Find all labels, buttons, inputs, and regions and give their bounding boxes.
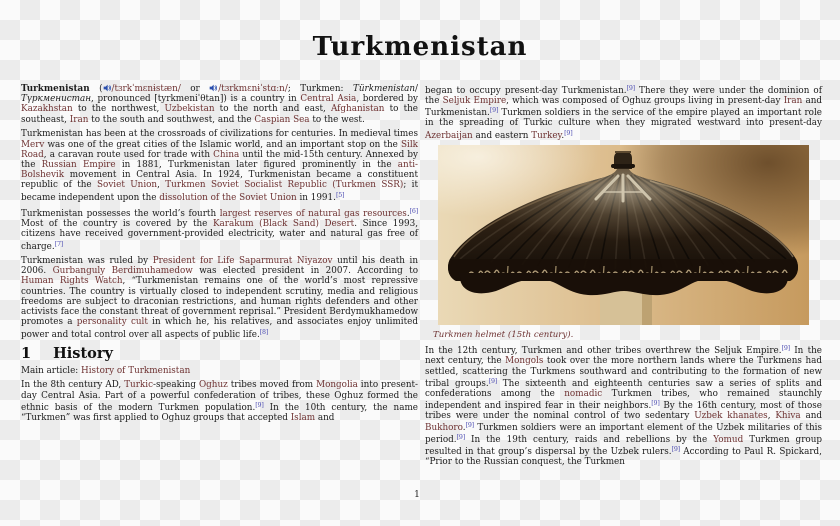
wiki-link[interactable]: Iran	[783, 96, 803, 107]
wiki-link[interactable]: Caspian Sea	[254, 114, 310, 125]
wiki-link[interactable]: personality cult	[76, 317, 148, 328]
reference-marker[interactable]: [7]	[54, 240, 64, 248]
figure-caption	[433, 330, 822, 340]
text-run: Turkmen helmet (15th century).	[433, 330, 574, 341]
text-run: to the northwest,	[72, 104, 165, 115]
left-column	[21, 84, 418, 472]
text-run: Turkmenistan was ruled by	[21, 256, 153, 267]
helmet-photo	[438, 145, 809, 325]
reference-marker[interactable]: [9]	[255, 401, 264, 409]
helmet-figure	[425, 145, 822, 340]
wiki-link[interactable]: nomadic	[564, 388, 603, 399]
text-run: Turkmenistan possesses the world’s fourth	[21, 208, 220, 219]
text-run: was elected president in 2007. According to	[192, 266, 419, 277]
text-run: , “Turkmenistan remains one of the world’s most repressive countries. The country is virtually closed to independent scrutiny, media and religious freedoms are subject to draconian restrictions, and human rights defenders and other activists face the constant threat of government reprisal.” President Berdymukhamedow promotes a	[21, 276, 419, 328]
wiki-link[interactable]: Silk Road	[21, 139, 418, 160]
paragraph-government	[21, 256, 418, 339]
text-run: , which was composed of Oghuz groups living in present-day	[506, 96, 784, 107]
wiki-link[interactable]: Uzbekistan	[164, 104, 215, 115]
text-run: Turkmen tribes, who remained staunchly independent and inspired fear in their neighbors.	[425, 388, 822, 411]
text-run: Türkmenistan	[352, 84, 416, 94]
text-run: ; Turkmen:	[287, 84, 353, 94]
wiki-link[interactable]: Iran	[69, 114, 89, 125]
text-run: .	[462, 423, 466, 434]
text-run: and eastern	[472, 130, 532, 141]
paragraph-crossroads	[21, 129, 418, 202]
article-title: Turkmenistan	[312, 32, 528, 62]
wiki-link[interactable]: Seljuk Empire	[442, 96, 507, 107]
wiki-link[interactable]: Turkey	[531, 130, 562, 141]
text-run: In the 19th century, raids and rebellions by the	[464, 435, 714, 446]
text-run: in 1881, Turkmenistan later figured prominently in the	[115, 159, 398, 170]
reference-marker[interactable]: [9]	[651, 399, 660, 407]
text-run: In the next century, the	[425, 346, 822, 367]
reference-marker[interactable]: [9]	[781, 345, 790, 353]
text-run: -speaking	[153, 380, 199, 391]
text-run: . Since 1993, citizens have received government-provided electricity, water and natural gas free of charge.	[21, 219, 418, 252]
wiki-link[interactable]: Kazakhstan	[21, 104, 73, 115]
section-label: History	[53, 344, 113, 362]
text-run: began to occupy present-day Turkmenistan.	[425, 85, 627, 96]
wiki-link[interactable]: Central Asia	[300, 94, 357, 105]
text-run: and	[315, 412, 335, 423]
wiki-link[interactable]: anti-Bolshevik	[21, 159, 419, 181]
wiki-link[interactable]: Saparmurat Niyazov	[238, 256, 333, 267]
reference-marker[interactable]: [9]	[564, 129, 573, 137]
reference-marker[interactable]: [8]	[259, 328, 269, 336]
wiki-link[interactable]: Mongols	[505, 356, 544, 367]
paragraph-mongols	[425, 344, 822, 467]
text-run: to the south and southwest, and the	[88, 114, 255, 125]
reference-marker[interactable]: [9]	[456, 434, 465, 442]
text-run: , pronounced [tyrkmeniˈθtan]) is a country in	[91, 94, 301, 105]
helmet-photo-illustration	[438, 145, 809, 325]
text-run: In the 10th century, the name “Turkmen” was first applied to Oghuz groups that accepted	[21, 402, 418, 423]
wiki-link[interactable]: President for Life	[152, 256, 235, 267]
text-run: to the west.	[309, 114, 365, 125]
text-run: into present-day Central Asia. Part of a powerful confederation of tribes, these Oghuz formed the ethnic basis of the modern Turkmen population.	[21, 380, 419, 413]
text-run: Turkmen soldiers were an important element of the Uzbek militaries of this period.	[425, 423, 822, 446]
text-run: in 1991.	[296, 192, 336, 203]
paragraph-gas-reserves	[21, 207, 418, 252]
main-article-note	[21, 366, 418, 376]
wiki-link[interactable]: Karakum (Black Sand) Desert	[212, 219, 355, 230]
wiki-link[interactable]: Azerbaijan	[425, 130, 473, 141]
text-run: or	[180, 84, 210, 94]
wiki-link[interactable]: Oghuz	[198, 380, 228, 391]
text-run: tribes moved from	[227, 380, 317, 391]
text-run: Turkmen group resulted in that group’s dispersal by the Uzbek rulers.	[425, 435, 822, 458]
wiki-link[interactable]: Islam	[290, 412, 316, 423]
wiki-link[interactable]: Human Rights Watch	[21, 276, 123, 287]
wiki-link[interactable]: History of Turkmenistan	[81, 365, 191, 376]
speaker-icon[interactable]	[209, 84, 217, 92]
wiki-link[interactable]: largest reserves of natural gas resources	[219, 208, 407, 219]
text-run: The sixteenth and eighteenth centuries saw a series of splits and confederations among the	[425, 378, 823, 399]
text-run: In the 12th century, Turkmen and other tribes overthrew the Seljuk Empire.	[425, 346, 782, 357]
wiki-link[interactable]: Khiva	[775, 411, 801, 421]
text-run: In the 8th century AD,	[21, 380, 125, 391]
text-run: took over the more northern lands where the Turkmens had settled, scattering the Turkmens southward and contributing to the formation of new tribal groups.	[425, 356, 822, 389]
text-run: and	[800, 411, 823, 421]
wiki-link[interactable]: Turkmen Soviet Socialist Republic (Turkmen SSR)	[165, 180, 404, 191]
text-run: Main article:	[21, 365, 82, 376]
text-run: /	[415, 84, 418, 94]
wiki-link[interactable]: China	[213, 149, 240, 160]
text-run: Turkmen soldiers in the service of the empire played an important role in the spreading of Turkic culture when they migrated westward into present-day	[425, 108, 822, 129]
wiki-link[interactable]: Soviet Union	[97, 180, 158, 191]
section-number: 1	[21, 344, 32, 362]
reference-marker[interactable]: [9]	[489, 107, 499, 115]
text-run: Turkmenistan has been at the crossroads of civilizations for centuries. In medieval times	[21, 129, 418, 140]
wiki-link[interactable]: Yomud	[713, 435, 744, 446]
page-number: 1	[414, 490, 420, 500]
wiki-link[interactable]: dissolution of the Soviet Union	[159, 192, 297, 203]
text-run: in which he, his relatives, and associates enjoy unlimited power and total control over all aspects of public life.	[21, 317, 418, 340]
text-run: until his death in 2006.	[21, 256, 419, 277]
speaker-icon[interactable]	[103, 84, 111, 92]
paragraph-seljuk	[425, 84, 822, 141]
text-run: Turkmenistan	[21, 84, 90, 94]
wiki-link[interactable]: Russian Empire	[41, 159, 116, 170]
reference-marker[interactable]: [9]	[626, 85, 635, 92]
text-run: , a caravan route used for trade with	[43, 149, 214, 160]
text-run: ,	[767, 411, 776, 421]
text-run: (	[89, 84, 103, 94]
text-run: was one of the great cities of the Islamic world, and an important stop on the	[44, 139, 402, 150]
right-column	[425, 84, 822, 472]
text-run: until the mid-15th century. Annexed by the	[21, 149, 418, 170]
text-run: , bordered by	[356, 94, 418, 105]
text-run: to the southeast,	[21, 104, 418, 125]
reference-marker[interactable]: [9]	[488, 377, 498, 385]
text-run: ; it became independent upon the	[21, 180, 419, 203]
wiki-link[interactable]: Afghanistan	[330, 104, 385, 115]
reference-marker[interactable]: [9]	[465, 422, 474, 430]
text-run: There they were under the dominion of the	[425, 85, 822, 107]
lead-paragraph	[21, 84, 418, 125]
article-body	[21, 84, 822, 472]
text-run: Түркменистан	[21, 94, 92, 105]
reference-marker[interactable]: [9]	[671, 446, 680, 454]
text-run: ,	[157, 180, 166, 191]
text-run: By the 16th century, most of those tribes were under the nominal control of two sedentary	[425, 400, 822, 421]
wiki-link[interactable]: /tɜrkˈmɛnɨstæn/	[111, 84, 181, 94]
text-run: According to Paul R. Spickard, “Prior to the Russian conquest, the Turkmen	[425, 447, 822, 468]
text-run: .	[406, 208, 410, 219]
wiki-link[interactable]: Gurbanguly Berdimuhamedow	[52, 266, 193, 277]
text-run: .	[561, 130, 565, 141]
reference-marker[interactable]: [5]	[335, 191, 345, 199]
wiki-link[interactable]: Uzbek khanates	[694, 411, 768, 421]
paragraph-oghuz	[21, 380, 418, 423]
text-run: Most of the country is covered by the	[21, 219, 213, 230]
reference-marker[interactable]: [6]	[409, 208, 418, 216]
wiki-link[interactable]: Turkic	[124, 380, 153, 391]
text-run: and Turkmenistan.	[425, 96, 823, 119]
wiki-link[interactable]: Merv	[21, 139, 45, 150]
wiki-link[interactable]: /tɜrkmɛnɨˈstɑːn/	[218, 84, 288, 94]
wiki-link[interactable]: Mongolia	[316, 380, 358, 391]
text-run: movement in Central Asia. In 1924, Turkmenistan became a constituent republic of the	[21, 170, 418, 191]
section-heading-history	[21, 344, 418, 362]
text-run: to the north and east,	[214, 104, 331, 115]
wiki-link[interactable]: Bukhoro	[425, 423, 463, 434]
